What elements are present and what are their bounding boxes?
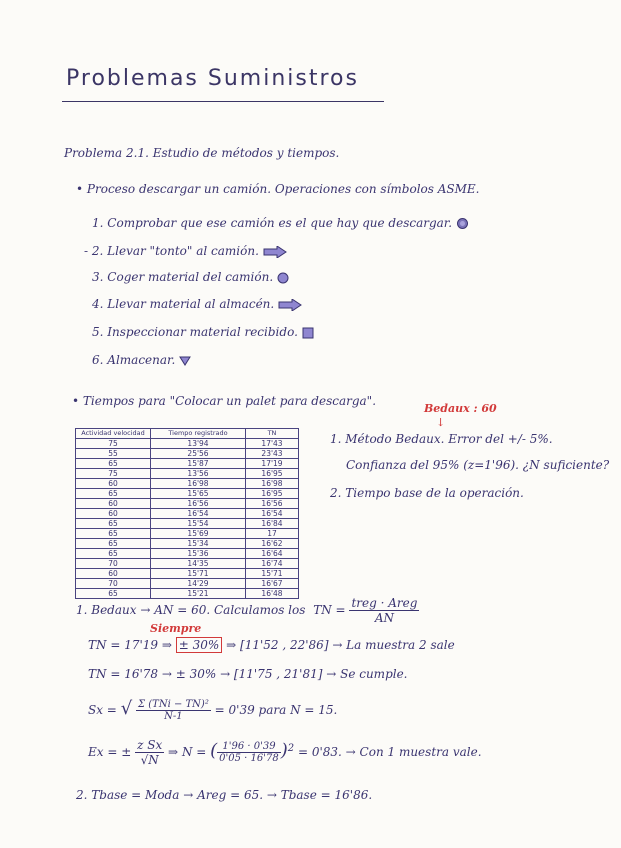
table-cell: 16'95 xyxy=(246,489,299,499)
tn-mean-1: TN = 17'19 xyxy=(88,638,159,652)
step-number: 3. xyxy=(92,270,104,284)
table-header-row xyxy=(76,429,299,439)
ex-formula xyxy=(135,738,164,767)
table-cell: 15'69 xyxy=(151,529,246,539)
solution-1-label: 1. Bedaux xyxy=(76,603,137,617)
table-cell: 16'62 xyxy=(246,539,299,549)
table-row xyxy=(76,579,299,589)
table-cell: 65 xyxy=(76,489,151,499)
problem-heading: Problema 2.1. Estudio de métodos y tiempos. xyxy=(64,146,340,160)
table-cell: 16'98 xyxy=(246,479,299,489)
inspection-operation-icon xyxy=(456,217,469,230)
bullet-process: • Proceso descargar un camión. Operaciones con símbolos ASME. xyxy=(76,182,480,196)
sx-formula xyxy=(136,699,211,722)
right-arrow-icon: ⇒ xyxy=(168,745,179,759)
sx-numerator: Σ (TNi − TN)² xyxy=(138,699,209,710)
table-row xyxy=(76,529,299,539)
table-row xyxy=(76,549,299,559)
table-cell: 15'71 xyxy=(151,569,246,579)
bullet-times-text: Tiempos para "Colocar un palet para descarga". xyxy=(82,394,377,408)
question-1b: Confianza del 95% (z=1'96). ¿N suficiente? xyxy=(346,458,610,472)
tn-range-1: [11'52 , 22'86] → La muestra 2 sale xyxy=(240,638,455,652)
table-cell: 65 xyxy=(76,539,151,549)
solution-1-an: AN = 60. Calculamos los xyxy=(154,603,306,617)
table-row xyxy=(76,569,299,579)
table-cell: 16'56 xyxy=(246,499,299,509)
table-cell: 16'84 xyxy=(246,519,299,529)
table-cell: 15'65 xyxy=(151,489,246,499)
step-number: 1. xyxy=(92,216,104,230)
solution-1-tn: TN = xyxy=(313,603,346,617)
step-3 xyxy=(92,270,289,284)
table-cell: 17'19 xyxy=(246,459,299,469)
table-cell: 65 xyxy=(76,459,151,469)
transport-arrow-icon xyxy=(263,246,287,258)
ex-line xyxy=(88,738,482,767)
table-cell: 16'98 xyxy=(151,479,246,489)
table-cell: 15'71 xyxy=(246,569,299,579)
table-cell: 14'29 xyxy=(151,579,246,589)
step-4 xyxy=(92,297,302,311)
ex-denominator: √N xyxy=(140,753,159,767)
table-cell: 15'36 xyxy=(151,549,246,559)
table-row xyxy=(76,539,299,549)
table-cell: 65 xyxy=(76,519,151,529)
n-numerator: 1'96 · 0'39 xyxy=(217,741,281,753)
ex-numerator: z Sx xyxy=(137,738,163,752)
table-cell: 16'64 xyxy=(246,549,299,559)
table-row xyxy=(76,499,299,509)
operation-circle-icon xyxy=(277,272,289,284)
table-cell: 15'87 xyxy=(151,459,246,469)
table-cell: 55 xyxy=(76,449,151,459)
step-5 xyxy=(92,325,314,339)
table-cell: 60 xyxy=(76,479,151,489)
right-arrow-icon: ⇒ xyxy=(226,638,237,652)
column-header: TN xyxy=(246,429,299,439)
storage-triangle-icon xyxy=(179,356,191,366)
table-cell: 17'43 xyxy=(246,439,299,449)
right-arrow-icon: → xyxy=(140,603,151,617)
close-paren-icon: ) xyxy=(280,740,288,761)
exponent-icon: 2 xyxy=(287,743,295,754)
table-cell: 16'67 xyxy=(246,579,299,589)
table-cell: 15'21 xyxy=(151,589,246,599)
table-row xyxy=(76,439,299,449)
sqrt-icon: √ xyxy=(120,698,133,719)
table-row xyxy=(76,509,299,519)
table-cell: 70 xyxy=(76,579,151,589)
column-header: Actividad velocidad xyxy=(76,429,151,439)
step-text: Llevar "tonto" al camión. xyxy=(107,244,259,258)
table-cell: 14'35 xyxy=(151,559,246,569)
table-cell: 75 xyxy=(76,469,151,479)
table-row xyxy=(76,519,299,529)
table-cell: 70 xyxy=(76,559,151,569)
down-arrow-icon: ↓ xyxy=(436,416,446,429)
table-cell: 16'54 xyxy=(151,509,246,519)
table-cell: 23'43 xyxy=(246,449,299,459)
table-cell: 60 xyxy=(76,569,151,579)
bullet-times: • Tiempos para "Colocar un palet para descarga". xyxy=(72,394,377,408)
title-underline xyxy=(62,101,384,102)
n-formula xyxy=(217,741,281,764)
step-text: Coger material del camión. xyxy=(107,270,274,284)
table-cell: 16'54 xyxy=(246,509,299,519)
bedaux-note: Bedaux : 60 xyxy=(424,402,497,415)
step-number: 5. xyxy=(92,325,104,339)
table-cell: 60 xyxy=(76,499,151,509)
question-1: 1. Método Bedaux. Error del +/- 5%. xyxy=(330,432,553,446)
table-cell: 65 xyxy=(76,529,151,539)
table-cell: 65 xyxy=(76,589,151,599)
table-cell: 16'74 xyxy=(246,559,299,569)
table-row xyxy=(76,479,299,489)
bullet-process-text: Proceso descargar un camión. Operaciones con símbolos ASME. xyxy=(86,182,480,196)
step-6 xyxy=(92,353,191,367)
table-row xyxy=(76,449,299,459)
table-row xyxy=(76,469,299,479)
times-table xyxy=(75,428,299,599)
tn-line-2: TN = 16'78 → ± 30% → [11'75 , 21'81] → Se cumple. xyxy=(88,667,408,681)
solution-2-line: 2. Tbase = Moda → Areg = 65. → Tbase = 16'86. xyxy=(76,788,373,802)
ex-n-label: N = xyxy=(181,745,207,759)
table-row xyxy=(76,559,299,569)
tn-line-1 xyxy=(88,638,455,652)
tn-formula-numerator: treg · Areg xyxy=(351,596,418,610)
table-cell: 15'54 xyxy=(151,519,246,529)
table-cell: 16'48 xyxy=(246,589,299,599)
solution-1-line xyxy=(76,596,419,625)
transport-arrow-icon xyxy=(278,299,302,311)
table-cell: 16'95 xyxy=(246,469,299,479)
question-2: 2. Tiempo base de la operación. xyxy=(330,486,524,500)
siempre-note: Siempre xyxy=(150,622,202,635)
table-row xyxy=(76,489,299,499)
table-cell: 25'56 xyxy=(151,449,246,459)
inspection-square-icon xyxy=(302,327,314,339)
sx-label: Sx = xyxy=(88,703,117,717)
open-paren-icon: ( xyxy=(210,740,218,761)
page-title: Problemas Suministros xyxy=(66,66,359,91)
table-row xyxy=(76,459,299,469)
n-denominator: 0'05 · 16'78 xyxy=(219,753,279,764)
table-cell: 60 xyxy=(76,509,151,519)
tn-formula-denominator: AN xyxy=(374,611,395,625)
step-text: Almacenar. xyxy=(107,353,176,367)
step-number: 4. xyxy=(92,297,104,311)
sx-line xyxy=(88,698,337,722)
ex-label: Ex = ± xyxy=(88,745,132,759)
table-cell: 65 xyxy=(76,549,151,559)
step-2: - 2. Llevar "tonto" al camión. xyxy=(84,244,287,258)
step-text: Llevar material al almacén. xyxy=(107,297,275,311)
sx-denominator: N-1 xyxy=(164,711,183,722)
right-arrow-icon: ⇒ xyxy=(161,638,172,652)
step-text: Comprobar que ese camión es el que hay que descargar. xyxy=(107,216,453,230)
ex-result: = 0'83. → Con 1 muestra vale. xyxy=(297,745,482,759)
step-text: Inspeccionar material recibido. xyxy=(107,325,298,339)
tn-formula xyxy=(349,596,419,625)
column-header: Tiempo registrado xyxy=(151,429,246,439)
step-number: 6. xyxy=(92,353,104,367)
tolerance-box: ± 30% xyxy=(176,637,223,653)
table-cell: 17 xyxy=(246,529,299,539)
table-cell: 16'56 xyxy=(151,499,246,509)
table-cell: 13'56 xyxy=(151,469,246,479)
step-1 xyxy=(92,216,469,230)
sx-result: = 0'39 para N = 15. xyxy=(214,703,338,717)
table-cell: 15'34 xyxy=(151,539,246,549)
table-cell: 75 xyxy=(76,439,151,449)
table-cell: 13'94 xyxy=(151,439,246,449)
step-number: 2. xyxy=(91,244,104,258)
